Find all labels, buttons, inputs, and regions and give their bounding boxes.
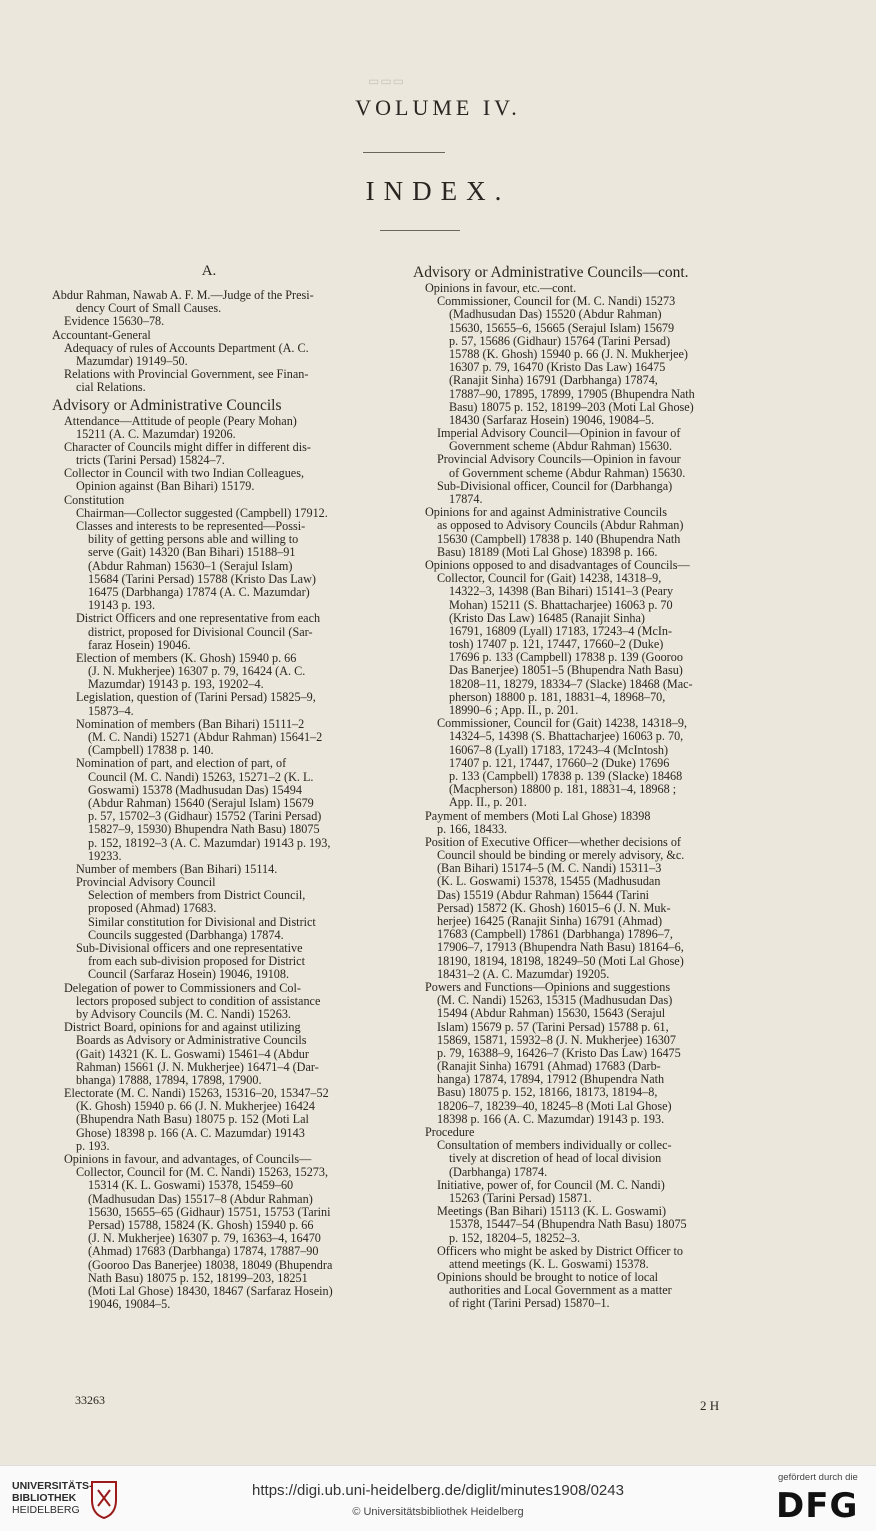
index-entry-line: Nath Basu) 18075 p. 152, 18199–203, 18251 [88, 1271, 308, 1285]
index-entry-line: 15263 (Tarini Persad) 15871. [449, 1191, 592, 1205]
index-entry-line: (Campbell) 17838 p. 140. [88, 744, 214, 758]
index-entry-line: Attendance—Attitude of people (Peary Mohan) [64, 414, 297, 428]
index-entry-line: (Kristo Das Law) 16485 (Ranajit Sinha) [449, 611, 645, 625]
index-entry-line: bility of getting persons able and willing to [88, 533, 299, 547]
index-entry-line: Boards as Advisory or Administrative Councils [76, 1034, 307, 1048]
index-entry-line: Councils suggested (Darbhanga) 17874. [88, 928, 284, 942]
index-entry-line: Chairman—Collector suggested (Campbell) 17912. [76, 506, 328, 520]
index-entry-line: Persad) 15788, 15824 (K. Ghosh) 15940 p. 66 [88, 1218, 314, 1232]
index-entry-line: p. 152, 18204–5, 18252–3. [449, 1231, 581, 1245]
index-entry-line: Accountant-General [52, 328, 151, 342]
viewer-footer-bar [0, 1465, 876, 1531]
index-entry-line: Goswami) 15378 (Madhusudan Das) 15494 [88, 783, 302, 797]
section-letter: A. [201, 263, 217, 279]
index-entry-line: Rahman) 15661 (J. N. Mukherjee) 16471–4 (Dar- [76, 1060, 319, 1074]
index-entry-line: Council (Sarfaraz Hosein) 19046, 19108. [88, 968, 290, 982]
index-entry-line: Commissioner, Council for (M. C. Nandi) 15273 [437, 295, 676, 309]
index-entry-line: 14324–5, 14398 (S. Bhattacharjee) 16063 p. 70, [449, 730, 684, 744]
index-entry-line: (M. C. Nandi) 15271 (Abdur Rahman) 15641–2 [88, 731, 323, 744]
index-entry-line: 17696 p. 133 (Campbell) 17838 p. 139 (Gooroo [449, 651, 683, 665]
index-title: INDEX. [365, 176, 511, 206]
index-entry-line: tively at discretion of head of local division [449, 1152, 662, 1166]
index-entry-line: (Moti Lal Ghose) 18430, 18467 (Sarfaraz Hosein) [88, 1284, 333, 1298]
index-entry-line: Nomination of part, and election of part, of [76, 757, 287, 771]
index-entry-line: 18398 p. 166 (A. C. Mazumdar) 19143 p. 193. [437, 1112, 665, 1126]
index-entry-line: 15788 (K. Ghosh) 15940 p. 66 (J. N. Mukherjee) [449, 347, 688, 361]
index-entry-line: 19233. [88, 849, 122, 863]
index-entry-line: (J. N. Mukherjee) 16307 p. 79, 16424 (A. C. [88, 665, 306, 679]
index-entry-line: 17887–90, 17895, 17899, 17905 (Bhupendra Nath [449, 387, 695, 401]
dfg-logo[interactable]: DFG [776, 1486, 859, 1526]
index-entry-line: Opinion against (Ban Bihari) 15179. [76, 480, 255, 494]
index-entry-line: 18208–11, 18279, 18334–7 (Slacke) 18468 (Mac- [449, 677, 693, 691]
index-entry-line: herjee) 16425 (Ranajit Sinha) 16791 (Ahmad) [437, 915, 663, 928]
index-entry-line: Relations with Provincial Government, see Finan- [64, 368, 309, 382]
index-entry-line: (Abdur Rahman) 15640 (Serajul Islam) 15679 [88, 796, 314, 810]
index-entry-line: proposed (Ahmad) 17683. [88, 902, 217, 916]
index-entry-line: Consultation of members individually or collec- [437, 1139, 672, 1153]
index-entry-line: p. 133 (Campbell) 17838 p. 139 (Slacke) 18468 [449, 769, 683, 783]
index-entry-line: Sub-Divisional officers and one representative [76, 942, 303, 955]
university-name-line3: HEIDELBERG [12, 1504, 80, 1516]
index-entry-line: dency Court of Small Causes. [76, 302, 222, 316]
index-entry-line: 18190, 18194, 18198, 18249–50 (Moti Lal Ghose) [437, 954, 684, 968]
index-entry-line: Council should be binding or merely advisory, &c. [437, 849, 685, 863]
index-entry-line: 19143 p. 193. [88, 599, 156, 613]
index-entry-line: (Gait) 14321 (K. L. Goswami) 15461–4 (Abdur [76, 1047, 309, 1061]
index-entry-line: Opinions opposed to and disadvantages of Councils— [425, 558, 690, 572]
index-entry-line: (Gooroo Das Banerjee) 18038, 18049 (Bhupendra [88, 1258, 333, 1272]
index-entry-line: Selection of members from District Council, [88, 889, 306, 903]
index-entry-line: as opposed to Advisory Councils (Abdur Rahman) [437, 519, 684, 533]
index-entry-line: (Bhupendra Nath Basu) 18075 p. 152 (Moti Lal [76, 1113, 309, 1127]
index-entry-line: Basu) 18075 p. 152, 18166, 18173, 18194–8, [437, 1086, 658, 1100]
index-entry-line: Position of Executive Officer—whether decisions of [425, 835, 681, 849]
index-entry-line: 17874. [449, 493, 483, 506]
index-entry-line: Provincial Advisory Councils—Opinion in favour [437, 453, 681, 467]
index-entry-line: 15630, 15655–6, 15665 (Serajul Islam) 15679 [449, 321, 675, 335]
index-entry-line: (Madhusudan Das) 15520 (Abdur Rahman) [449, 308, 662, 322]
index-entry-line: District Officers and one representative from each [76, 612, 321, 626]
index-entry-line: tosh) 17407 p. 121, 17447, 17660–2 (Duke) [449, 638, 664, 652]
signature-mark: 2 H [700, 1398, 720, 1413]
index-entry-line: 15684 (Tarini Persad) 15788 (Kristo Das Law) [88, 572, 316, 586]
index-entry-line: Government scheme (Abdur Rahman) 15630. [449, 440, 673, 454]
index-entry-line: Electorate (M. C. Nandi) 15263, 15316–20, 15347–52 [64, 1087, 329, 1101]
index-entry-line: Collector, Council for (Gait) 14238, 14318–9, [437, 572, 662, 586]
document-url-link[interactable]: https://digi.ub.uni-heidelberg.de/diglit/minutes1908/0243 [252, 1482, 624, 1499]
index-entry-line: 18430 (Sarfaraz Hosein) 19046, 19084–5. [449, 413, 655, 427]
index-entry-line: 15378, 15447–54 (Bhupendra Nath Basu) 18075 [449, 1218, 687, 1232]
index-entry-line: 17407 p. 121, 17447, 17660–2 (Duke) 17696 [449, 756, 670, 770]
index-entry-line: Classes and interests to be represented—Possi- [76, 520, 306, 533]
index-entry-line: Council (M. C. Nandi) 15263, 15271–2 (K. L. [88, 770, 314, 784]
index-entry-line: Mohan) 15211 (S. Bhattacharjee) 16063 p. 70 [449, 598, 673, 612]
index-entry-line: 14322–3, 14398 (Ban Bihari) 15141–3 (Peary [449, 585, 674, 599]
index-entry-line: serve (Gait) 14320 (Ban Bihari) 15188–91 [88, 546, 296, 560]
index-entry-line: lectors proposed subject to condition of assistance [76, 994, 321, 1008]
title-rule-lower [380, 230, 460, 231]
index-entry-line: Mazumdar) 19149–50. [76, 354, 188, 368]
index-entry-line: (Ranajit Sinha) 16791 (Darbhanga) 17874, [449, 374, 658, 388]
index-entry-line: (Madhusudan Das) 15517–8 (Abdur Rahman) [88, 1192, 313, 1206]
funder-caption: gefördert durch die [778, 1472, 858, 1483]
title-rule-upper [363, 152, 445, 153]
index-entry-line: Ghose) 18398 p. 166 (A. C. Mazumdar) 19143 [76, 1126, 305, 1140]
index-entry-line: hanga) 17874, 17894, 17912 (Bhupendra Nath [437, 1073, 665, 1087]
index-entry-line: 18990–6 ; App. II., p. 201. [449, 704, 579, 717]
university-name-line1: UNIVERSITÄTS- [12, 1480, 93, 1492]
index-entry-line: Election of members (K. Ghosh) 15940 p. 66 [76, 651, 297, 665]
index-entry-line: (M. C. Nandi) 15263, 15315 (Madhusudan Das) [437, 994, 673, 1008]
index-entry-line: tricts (Tarini Persad) 15824–7. [76, 454, 225, 468]
page-number: 33263 [75, 1393, 105, 1407]
index-entry-line: District Board, opinions for and against utilizing [64, 1021, 301, 1035]
index-entry-line: Basu) 18189 (Moti Lal Ghose) 18398 p. 166. [437, 545, 658, 559]
index-entry-line: Delegation of power to Commissioners and Col- [64, 981, 301, 995]
index-entry-line: Opinions should be brought to notice of local [437, 1271, 659, 1285]
index-entry-line: Basu) 18075 p. 152, 18199–203 (Moti Lal Ghose) [449, 400, 694, 414]
index-entry-line: 16475 (Darbhanga) 17874 (A. C. Mazumdar) [88, 585, 310, 599]
index-entry-line: authorities and Local Government as a matter [449, 1284, 672, 1298]
index-entry-line: Character of Councils might differ in different dis- [64, 440, 311, 454]
index-entry-line: 16067–8 (Lyall) 17183, 17243–4 (McIntosh) [449, 743, 669, 757]
index-entry-line: Number of members (Ban Bihari) 15114. [76, 862, 278, 876]
index-entry-line: Nomination of members (Ban Bihari) 15111–2 [76, 717, 305, 731]
index-entry-line: Officers who might be asked by District Officer to [437, 1244, 683, 1258]
index-entry-line: Das Banerjee) 18051–5 (Bhupendra Nath Basu) [449, 664, 683, 678]
index-entry-line: (Ban Bihari) 15174–5 (M. C. Nandi) 15311–3 [437, 862, 662, 876]
index-entry-line: Constitution [64, 493, 125, 507]
index-entry-line: Legislation, question of (Tarini Persad) 15825–9, [76, 691, 316, 705]
index-entry-line: p. 57, 15702–3 (Gidhaur) 15752 (Tarini Persad) [88, 810, 322, 824]
index-column-left [52, 262, 366, 1311]
index-entry-line: Provincial Advisory Council [76, 876, 216, 890]
index-entry-line: (Macpherson) 18800 p. 181, 18831–4, 18968 ; [449, 783, 677, 797]
index-entry-line: Commissioner, Council for (Gait) 14238, 14318–9, [437, 717, 688, 731]
volume-title: VOLUME IV. [355, 95, 521, 120]
index-entry-line: Das) 15519 (Abdur Rahman) 15644 (Tarini [437, 888, 650, 902]
index-entry-line: from each sub-division proposed for District [88, 955, 305, 969]
index-entry-line: Collector, Council for (M. C. Nandi) 15263, 15273, [76, 1166, 329, 1180]
index-entry-line: (K. Ghosh) 15940 p. 66 (J. N. Mukherjee) 16424 [76, 1100, 315, 1114]
index-entry-line: Mazumdar) 19143 p. 193, 19202–4. [88, 678, 264, 692]
index-entry-line: Payment of members (Moti Lal Ghose) 18398 [425, 809, 651, 823]
index-entry-line: 15873–4. [88, 704, 134, 718]
index-entry-line: (K. L. Goswami) 15378, 15455 (Madhusudan [437, 875, 661, 889]
index-entry-line: 18206–7, 18239–40, 18245–8 (Moti Lal Ghose) [437, 1099, 672, 1113]
index-entry-line: 15494 (Abdur Rahman) 15630, 15643 (Serajul [437, 1007, 666, 1021]
index-entry-line: Islam) 15679 p. 57 (Tarini Persad) 15788 p. 61, [437, 1020, 669, 1034]
index-entry-line: p. 152, 18192–3 (A. C. Mazumdar) 19143 p. 193, [88, 836, 331, 850]
index-entry-line: Opinions in favour, and advantages, of Councils— [64, 1153, 312, 1166]
index-entry-line: (Ahmad) 17683 (Darbhanga) 17874, 17887–90 [88, 1245, 319, 1259]
index-entry-line: 15827–9, 15930) Bhupendra Nath Basu) 18075 [88, 823, 320, 837]
index-entry-line: App. II., p. 201. [449, 796, 527, 810]
index-entry-line: 15314 (K. L. Goswami) 15378, 15459–60 [88, 1179, 294, 1193]
index-heading: Advisory or Administrative Councils [52, 396, 282, 414]
index-entry-line: Procedure [425, 1126, 475, 1139]
index-entry-line: 15869, 15871, 15932–8 (J. N. Mukherjee) 16307 [437, 1033, 676, 1047]
index-entry-line: bhanga) 17888, 17894, 17898, 17900. [76, 1073, 262, 1087]
index-entry-line: 17683 (Campbell) 17861 (Darbhanga) 17896–7, [437, 928, 673, 942]
university-name-line2: BIBLIOTHEK [12, 1492, 77, 1504]
index-entry-line: (Darbhanga) 17874. [449, 1165, 548, 1179]
index-entry-line: Evidence 15630–78. [64, 315, 165, 329]
index-entry-line: p. 193. [76, 1139, 110, 1153]
index-entry-line: 15211 (A. C. Mazumdar) 19206. [76, 427, 236, 441]
index-entry-line: Opinions for and against Administrative Councils [425, 506, 668, 520]
index-entry-line: cial Relations. [76, 381, 146, 395]
index-entry-line: Powers and Functions—Opinions and suggestions [425, 980, 671, 994]
index-entry-line: 17906–7, 17913 (Bhupendra Nath Basu) 18164–6, [437, 941, 684, 955]
index-entry-line: Persad) 15872 (K. Ghosh) 16015–6 (J. N. Muk- [437, 901, 671, 915]
index-entry-line: 18431–2 (A. C. Mazumdar) 19205. [437, 967, 610, 981]
index-entry-line: (Abdur Rahman) 15630–1 (Serajul Islam) [88, 559, 293, 573]
index-entry-line: of Government scheme (Abdur Rahman) 15630. [449, 466, 686, 480]
index-entry-line: of right (Tarini Persad) 15870–1. [449, 1297, 610, 1311]
index-entry-line: faraz Hosein) 19046. [88, 638, 191, 652]
index-entry-line: 15630 (Campbell) 17838 p. 140 (Bhupendra Nath [437, 532, 681, 546]
bleed-through-text: ▭▭▭ [368, 74, 406, 88]
index-entry-line: Similar constitution for Divisional and District [88, 915, 316, 929]
index-entry-line: attend meetings (K. L. Goswami) 15378. [449, 1257, 649, 1271]
index-entry-line: Adequacy of rules of Accounts Department (A. C. [64, 341, 309, 355]
index-entry-line: district, proposed for Divisional Council (Sar- [88, 625, 313, 639]
index-entry-line: (J. N. Mukherjee) 16307 p. 79, 16363–4, 16470 [88, 1232, 321, 1246]
index-entry-line: (Ranajit Sinha) 16791 (Ahmad) 17683 (Darb- [437, 1060, 661, 1074]
index-entry-line: 16307 p. 79, 16470 (Kristo Das Law) 16475 [449, 361, 666, 375]
index-entry-line: Initiative, power of, for Council (M. C. Nandi) [437, 1178, 665, 1192]
index-entry-line: pherson) 18800 p. 181, 18831–4, 18968–70, [449, 690, 666, 704]
index-entry-line: 19046, 19084–5. [88, 1298, 171, 1312]
index-entry-line: Meetings (Ban Bihari) 15113 (K. L. Goswami) [437, 1205, 667, 1219]
index-entry-line: Opinions in favour, etc.—cont. [425, 282, 577, 295]
index-column-right [413, 262, 755, 1311]
index-entry-line: Abdur Rahman, Nawab A. F. M.—Judge of the Presi- [52, 289, 314, 302]
index-entry-line: p. 57, 15686 (Gidhaur) 15764 (Tarini Persad) [449, 334, 671, 348]
index-entry-line: Collector in Council with two Indian Colleagues, [64, 467, 304, 481]
index-entry-line: 16791, 16809 (Lyall) 17183, 17243–4 (McIn- [449, 624, 673, 638]
copyright-notice: © Universitätsbibliothek Heidelberg [352, 1506, 524, 1518]
index-entry-line: by Advisory Councils (M. C. Nandi) 15263. [76, 1007, 291, 1021]
index-entry-line: 15630, 15655–65 (Gidhaur) 15751, 15753 (Tarini [88, 1205, 331, 1219]
index-entry-line: p. 166, 18433. [437, 822, 508, 836]
index-heading: Advisory or Administrative Councils—cont. [413, 264, 689, 281]
index-entry-line: Sub-Divisional officer, Council for (Darbhanga) [437, 479, 673, 493]
index-entry-line: p. 79, 16388–9, 16426–7 (Kristo Das Law) 16475 [437, 1046, 681, 1060]
index-entry-line: Imperial Advisory Council—Opinion in favour of [437, 427, 681, 441]
